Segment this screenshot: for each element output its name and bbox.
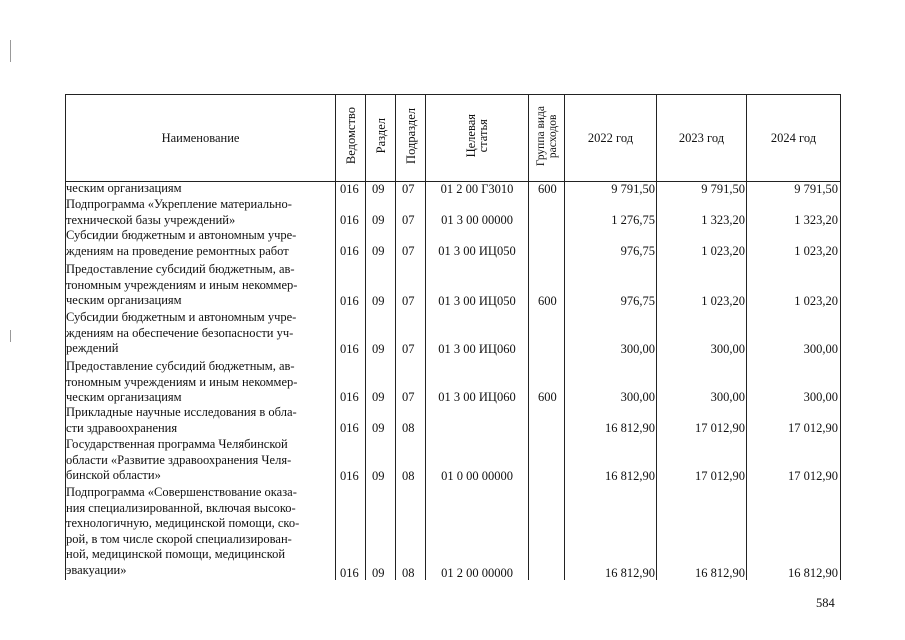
cell-razdel: 09 xyxy=(372,566,385,580)
cell-v2024: 300,00 xyxy=(803,342,838,356)
cell-v2023: 1 323,20 xyxy=(701,213,745,227)
cell-ved: 016 xyxy=(340,566,359,580)
cell-v2024: 1 023,20 xyxy=(794,294,838,308)
header-2023: 2023 год xyxy=(657,95,747,182)
cell-v2024: 17 012,90 xyxy=(788,421,838,435)
column-line xyxy=(528,182,529,580)
cell-ved: 016 xyxy=(340,244,359,258)
cell-cs: 01 3 00 ИЦ050 xyxy=(438,294,516,308)
cell-ved: 016 xyxy=(340,390,359,404)
cell-podr: 07 xyxy=(402,244,415,258)
cell-cs: 01 2 00 Г3010 xyxy=(440,182,514,196)
header-2024: 2024 год xyxy=(747,95,841,182)
cell-v2023: 300,00 xyxy=(710,342,745,356)
cell-podr: 07 xyxy=(402,213,415,227)
cell-ved: 016 xyxy=(340,182,359,196)
header-gruppa-vida-rashodov: Группа вида расходов xyxy=(529,95,565,182)
cell-v2024: 300,00 xyxy=(803,390,838,404)
cell-v2024: 1 323,20 xyxy=(794,213,838,227)
cell-v2023: 17 012,90 xyxy=(695,469,745,483)
column-line xyxy=(425,182,426,580)
cell-v2024: 9 791,50 xyxy=(794,182,838,196)
row-name-2: Подпрограмма «Укрепление материально- технической базы учреждений» xyxy=(66,197,292,227)
header-podrazdel: Подраздел xyxy=(396,95,426,182)
column-line xyxy=(395,182,396,580)
cell-podr: 08 xyxy=(402,469,415,483)
header-razdel: Раздел xyxy=(366,95,396,182)
cell-podr: 07 xyxy=(402,182,415,196)
cell-v2022: 16 812,90 xyxy=(605,469,655,483)
cell-ved: 016 xyxy=(340,213,359,227)
column-line xyxy=(564,182,565,580)
row-name-5: Субсидии бюджетным и автономным учре- ждениям на обеспечение безопасности уч- реждений xyxy=(66,310,297,356)
cell-razdel: 09 xyxy=(372,469,385,483)
header-name: Наименование xyxy=(66,95,336,182)
cell-cs: 01 3 00 ИЦ050 xyxy=(438,244,516,258)
cell-razdel: 09 xyxy=(372,294,385,308)
cell-v2022: 976,75 xyxy=(620,244,655,258)
header-2022: 2022 год xyxy=(565,95,657,182)
row-name-9: Подпрограмма «Совершенствование оказа- ния специализированной, включая высоко- технологичную, медицинской помощи, ско- рой, в том числе скорой специализирован- ной, медицинской помощи, медицинской эвакуации» xyxy=(66,485,300,577)
cell-v2022: 9 791,50 xyxy=(611,182,655,196)
cell-podr: 07 xyxy=(402,294,415,308)
row-name-3: Субсидии бюджетным и автономным учре- ждениям на проведение ремонтных работ xyxy=(66,228,297,258)
scan-artifact xyxy=(10,330,11,342)
cell-v2022: 1 276,75 xyxy=(611,213,655,227)
cell-razdel: 09 xyxy=(372,213,385,227)
cell-cs: 01 0 00 00000 xyxy=(441,469,513,483)
cell-podr: 08 xyxy=(402,566,415,580)
row-name-6: Предоставление субсидий бюджетным, ав- тономным учреждениям и иным некоммер- ческим организациям xyxy=(66,359,298,405)
column-line xyxy=(656,182,657,580)
cell-vr: 600 xyxy=(538,182,557,196)
cell-v2022: 16 812,90 xyxy=(605,421,655,435)
scan-artifact xyxy=(10,40,11,62)
cell-v2023: 300,00 xyxy=(710,390,745,404)
cell-v2023: 1 023,20 xyxy=(701,244,745,258)
cell-v2022: 300,00 xyxy=(620,342,655,356)
cell-razdel: 09 xyxy=(372,244,385,258)
cell-v2024: 1 023,20 xyxy=(794,244,838,258)
cell-v2023: 9 791,50 xyxy=(701,182,745,196)
cell-razdel: 09 xyxy=(372,390,385,404)
cell-razdel: 09 xyxy=(372,342,385,356)
column-line xyxy=(335,182,336,580)
cell-v2023: 1 023,20 xyxy=(701,294,745,308)
row-name-1: ческим организациям xyxy=(66,181,182,195)
cell-v2024: 16 812,90 xyxy=(788,566,838,580)
row-name-4: Предоставление субсидий бюджетным, ав- тономным учреждениям и иным некоммер- ческим организациям xyxy=(66,262,298,308)
cell-podr: 07 xyxy=(402,342,415,356)
cell-podr: 07 xyxy=(402,390,415,404)
cell-podr: 08 xyxy=(402,421,415,435)
page-number: 584 xyxy=(816,596,835,610)
column-line xyxy=(365,182,366,580)
row-name-7: Прикладные научные исследования в обла- сти здравоохранения xyxy=(66,405,297,435)
table-header xyxy=(65,94,841,182)
cell-ved: 016 xyxy=(340,294,359,308)
cell-ved: 016 xyxy=(340,421,359,435)
header-celevaya-statya: Целевая статья xyxy=(426,95,529,182)
cell-v2023: 16 812,90 xyxy=(695,566,745,580)
cell-ved: 016 xyxy=(340,342,359,356)
cell-v2024: 17 012,90 xyxy=(788,469,838,483)
cell-v2022: 300,00 xyxy=(620,390,655,404)
cell-vr: 600 xyxy=(538,294,557,308)
cell-v2022: 976,75 xyxy=(620,294,655,308)
cell-cs: 01 3 00 00000 xyxy=(441,213,513,227)
row-name-8: Государственная программа Челябинской области «Развитие здравоохранения Челя- бинской области» xyxy=(66,437,292,483)
cell-vr: 600 xyxy=(538,390,557,404)
cell-v2022: 16 812,90 xyxy=(605,566,655,580)
column-line xyxy=(746,182,747,580)
cell-ved: 016 xyxy=(340,469,359,483)
header-vedomstvo: Ведомство xyxy=(336,95,366,182)
cell-razdel: 09 xyxy=(372,421,385,435)
cell-cs: 01 3 00 ИЦ060 xyxy=(438,342,516,356)
cell-v2023: 17 012,90 xyxy=(695,421,745,435)
cell-cs: 01 3 00 ИЦ060 xyxy=(438,390,516,404)
column-line xyxy=(840,182,841,580)
cell-cs: 01 2 00 00000 xyxy=(441,566,513,580)
cell-razdel: 09 xyxy=(372,182,385,196)
